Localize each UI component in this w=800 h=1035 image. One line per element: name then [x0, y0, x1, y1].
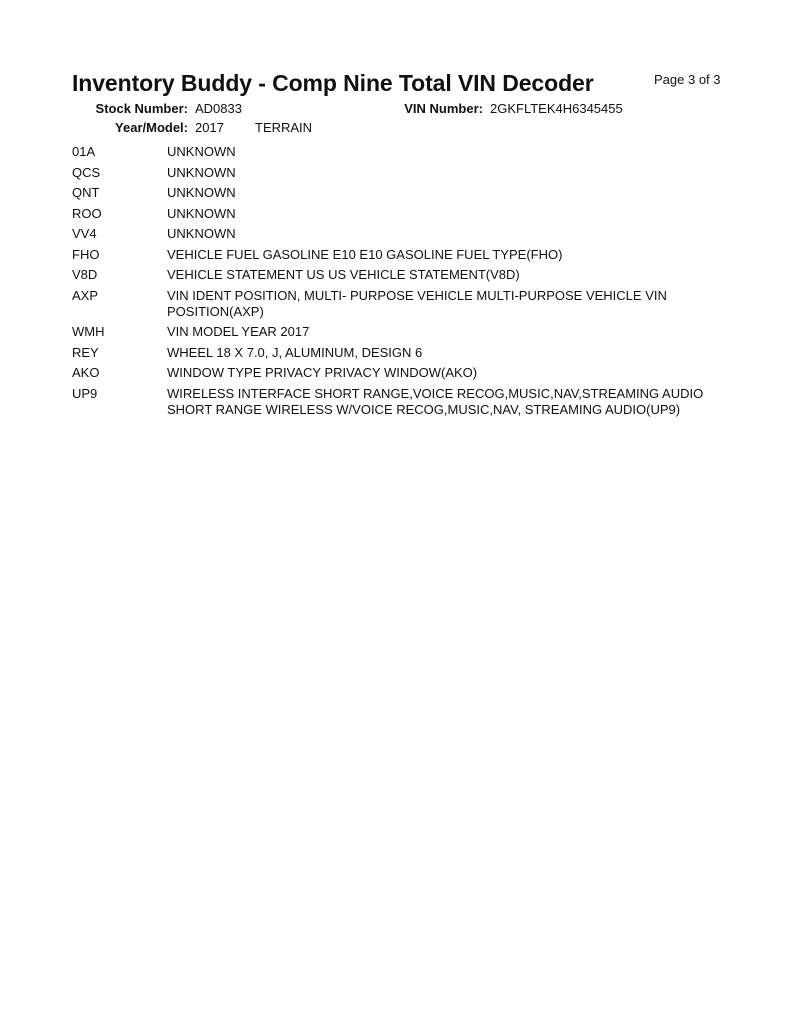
option-code: ROO — [72, 205, 102, 221]
vin-number-value: 2GKFLTEK4H6345455 — [490, 101, 623, 116]
option-code: UP9 — [72, 385, 98, 401]
option-description: VEHICLE FUEL GASOLINE E10 E10 GASOLINE FUEL TYPE(FHO) — [167, 246, 563, 262]
option-code: QCS — [72, 164, 101, 180]
option-code: V8D — [72, 267, 98, 282]
option-row — [72, 144, 732, 160]
option-code: QNT — [72, 185, 100, 200]
option-row — [72, 185, 732, 201]
option-description: UNKNOWN — [167, 226, 236, 241]
option-code: AKO — [72, 365, 100, 380]
option-row — [72, 365, 732, 381]
year-model-label: Year/Model: — [115, 120, 188, 135]
option-row — [72, 226, 732, 242]
option-description: UNKNOWN — [167, 144, 236, 159]
option-code: REY — [72, 344, 99, 360]
option-description: WINDOW TYPE PRIVACY PRIVACY WINDOW(AKO) — [167, 365, 478, 380]
option-row — [72, 206, 732, 222]
option-description: WHEEL 18 X 7.0, J, ALUMINUM, DESIGN 6 — [167, 344, 423, 360]
option-row — [72, 386, 732, 418]
option-description: VIN MODEL YEAR 2017 — [167, 324, 310, 339]
option-row — [72, 288, 732, 320]
option-row — [72, 324, 732, 340]
vin-number-label: VIN Number: — [404, 101, 483, 116]
stock-number-value: AD0833 — [195, 101, 242, 116]
option-list — [72, 144, 732, 422]
option-code: VV4 — [72, 226, 97, 241]
document-title: Inventory Buddy - Comp Nine Total VIN Decoder — [72, 70, 594, 96]
option-description: UNKNOWN — [167, 164, 236, 180]
option-code: FHO — [72, 246, 100, 262]
option-code: AXP — [72, 287, 99, 303]
option-code: 01A — [72, 144, 96, 159]
option-description: VIN IDENT POSITION, MULTI- PURPOSE VEHICLE MULTI-PURPOSE VEHICLE VIN POSITION(AXP) — [167, 287, 667, 319]
option-description: WIRELESS INTERFACE SHORT RANGE,VOICE RECOG,MUSIC,NAV,STREAMING AUDIO SHORT RANGE WIRELESS W/VOICE RECOG,MUSIC,NAV, STREAMING AUDIO(UP9) — [167, 385, 704, 417]
option-row — [72, 345, 732, 361]
model-value: TERRAIN — [255, 120, 313, 135]
option-code: WMH — [72, 324, 105, 339]
option-description: UNKNOWN — [167, 205, 236, 221]
option-description: VEHICLE STATEMENT US US VEHICLE STATEMENT(V8D) — [167, 267, 520, 282]
option-description: UNKNOWN — [167, 185, 236, 200]
option-row — [72, 267, 732, 283]
stock-number-label: Stock Number: — [95, 101, 188, 116]
year-value: 2017 — [195, 120, 224, 135]
option-row — [72, 247, 732, 263]
page-indicator: Page 3 of 3 — [654, 72, 721, 87]
option-row — [72, 165, 732, 181]
